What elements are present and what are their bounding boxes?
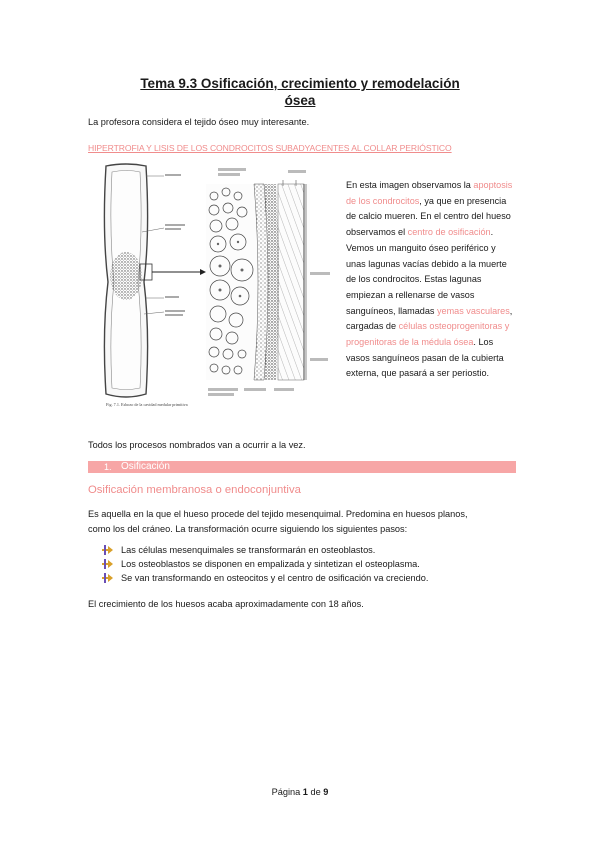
description-paragraph: [88, 507, 468, 536]
figure-text-5: . Los vasos sanguíneos pasan de la cubierta externa, que pasará a ser periostio.: [346, 337, 504, 379]
figure-highlight-vascular-buds: yemas vasculares: [437, 305, 510, 316]
figure-subheading: HIPERTROFIA Y LISIS DE LOS CONDROCITOS SUBADYACENTES AL COLLAR PERIÓSTICO: [88, 143, 452, 153]
page-footer: [0, 787, 600, 797]
figure-description: [346, 178, 516, 382]
figure-highlight-progenitor-cells: células osteoprogenitoras y progenitoras de la médula ósea: [346, 321, 510, 348]
section-label: Osificación: [121, 461, 170, 472]
figure-text-2: , ya que en presencia de calcio mueren. En el centro del hueso observamos el: [346, 195, 511, 238]
section-header-bar: [88, 461, 516, 473]
bullet-arrow-icon: [102, 573, 114, 583]
long-bone-drawing: [104, 164, 206, 397]
list-item-text: Los osteoblastos se disponen en empalizada y sintetizan el osteoplasma.: [121, 559, 420, 569]
list-item-text: Las células mesenquimales se transformarán en osteoblastos.: [121, 545, 376, 555]
page-title-line-1: Tema 9.3 Osificación, crecimiento y remodelación: [140, 76, 460, 91]
footer-page-word: Página: [271, 787, 301, 797]
subsection-title: Osificación membranosa o endoconjuntiva: [88, 484, 301, 496]
intro-paragraph: La profesora considera el tejido óseo muy interesante.: [88, 117, 310, 127]
figure-text-3: . Vemos un manguito óseo periférico y unas lagunas vacías debido a la muerte de los condrocitos. Estas lagunas empiezan a rellenarse de vasos sanguíneos, llamadas: [346, 227, 507, 316]
bullet-arrow-icon: [102, 545, 114, 555]
magnified-section-drawing: [206, 168, 330, 396]
description-line-2: como los del cráneo. La transformación ocurre siguiendo los siguientes pasos:: [88, 523, 408, 534]
footer-total-pages: 9: [323, 787, 329, 797]
figure-caption: Fig. 7.1. Esbozo de la cavidad medular primitiva: [106, 402, 188, 407]
figure-highlight-ossification-center: centro de osificación: [407, 227, 491, 238]
figure-text-4: , cargadas de: [346, 305, 513, 332]
description-line-1: Es aquella en la que el hueso procede del tejido mesenquimal. Predomina en huesos planos,: [88, 509, 468, 519]
footer-page-number: 1: [302, 787, 308, 797]
ossification-figure: [88, 162, 336, 410]
bullet-arrow-icon: [102, 559, 114, 569]
section-number: 1.: [104, 462, 112, 472]
list-item-text: Se van transformando en osteocitos y el centro de osificación va creciendo.: [121, 573, 429, 583]
figure-highlight-apoptosis: apoptosis de los condrocitos: [346, 180, 513, 206]
footer-of-word: de: [310, 787, 321, 797]
figure-text-1: En esta imagen observamos la: [346, 180, 471, 190]
simultaneous-note: Todos los procesos nombrados van a ocurrir a la vez.: [88, 440, 306, 450]
growth-paragraph: El crecimiento de los huesos acaba aproximadamente con 18 años.: [88, 599, 364, 609]
page-title: [0, 75, 600, 109]
page-title-line-2: ósea: [284, 93, 316, 108]
